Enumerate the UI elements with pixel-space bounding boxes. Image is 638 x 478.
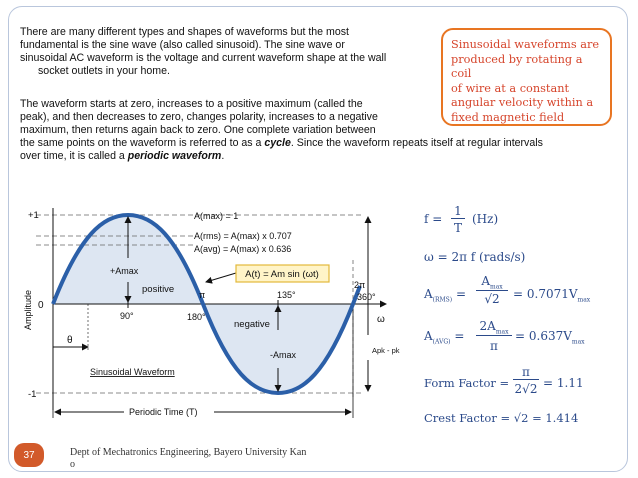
waveform-line-1: The waveform starts at zero, increases to a positive maximum (called the xyxy=(20,98,363,110)
waveform-line-4b: . Since the waveform repeats itself at regular intervals xyxy=(290,137,543,149)
aavg-equation: A(avg) = A(max) x 0.636 xyxy=(194,244,292,254)
callout-line-2: produced by rotating a coil xyxy=(451,52,583,80)
apk-label: Apk - pk xyxy=(372,346,400,355)
waveform-line-5a: over time, it is called a xyxy=(20,150,128,162)
waveform-line-5 xyxy=(20,150,543,163)
rms-lhs xyxy=(424,287,466,303)
avg-value xyxy=(515,329,585,345)
formula-box-text: A(t) = Am sin (ωt) xyxy=(245,269,319,280)
intro-line-1: There are many different types and shapes of waveforms but the most xyxy=(20,26,349,38)
rms-value xyxy=(513,287,590,303)
avg-den: π xyxy=(490,339,498,353)
waveform-line-4a: the same points on the waveform is referred to as a xyxy=(20,137,265,149)
plus-amax-label: +Amax xyxy=(110,266,139,276)
rms-num xyxy=(476,274,508,291)
deg180-label: 180° xyxy=(187,312,206,322)
omega-equation: ω = 2π f (rads/s) xyxy=(424,250,526,264)
arms-equation: A(rms) = A(max) x 0.707 xyxy=(194,231,292,241)
rms-sub: (RMS) xyxy=(432,296,453,304)
freq-num: 1 xyxy=(451,204,465,219)
intro-line-4: socket outlets in your home. xyxy=(38,65,170,77)
avg-sub: (AVG) xyxy=(432,338,451,346)
avg-num-sub: max xyxy=(495,328,509,336)
footer-line-1: Dept of Mechatronics Engineering, Bayero University Kan xyxy=(70,447,307,458)
avg-lhs xyxy=(424,329,464,345)
rms-num-a: A xyxy=(481,274,490,288)
amax-equation: A(max) = 1 xyxy=(194,211,239,221)
rms-value-text: = 0.7071V xyxy=(513,287,578,301)
sine-waveform-diagram xyxy=(14,200,420,430)
periodic-term: periodic waveform xyxy=(127,150,222,162)
callout-box xyxy=(441,28,612,126)
rms-equals: = xyxy=(452,287,466,301)
theta-label: θ xyxy=(67,335,73,346)
avg-value-text: = 0.637V xyxy=(515,329,572,343)
callout-line-1: Sinusoidal waveforms are xyxy=(451,38,600,51)
cycle-term: cycle xyxy=(264,137,291,149)
footer-line-2: o xyxy=(70,459,75,470)
pi-label: π xyxy=(199,290,206,300)
avg-equals: = xyxy=(450,329,465,343)
deg90-label: 90° xyxy=(120,311,134,321)
avg-a: A xyxy=(424,329,433,343)
avg-value-sub: max xyxy=(571,338,585,346)
deg360-label: 360° xyxy=(357,292,376,302)
intro-line-3: sinusoidal AC waveform is the voltage and current waveform shape at the wall xyxy=(20,52,387,64)
amplitude-label: Amplitude xyxy=(23,289,33,330)
formula-panel xyxy=(420,200,625,435)
form-factor-lhs: Form Factor = xyxy=(424,376,510,390)
two-pi-label: 2π xyxy=(354,280,366,290)
zero-label: 0 xyxy=(38,300,44,311)
form-factor-value: = 1.11 xyxy=(543,376,584,390)
waveform-line-4 xyxy=(20,137,543,150)
footer-department xyxy=(70,447,400,471)
minus-one-label: -1 xyxy=(28,389,37,400)
periodic-time-label: Periodic Time (T) xyxy=(129,407,198,417)
callout-line-5: fixed magnetic field xyxy=(451,110,565,124)
callout-line-3: of wire at a constant xyxy=(451,81,570,95)
freq-den: T xyxy=(453,221,462,235)
rms-a: A xyxy=(424,287,433,301)
rms-den: √2 xyxy=(484,292,500,306)
formula-box-arrow xyxy=(206,273,236,282)
avg-num-a: 2A xyxy=(479,319,496,333)
form-factor-den: 2√2 xyxy=(514,382,538,396)
deg135-label: 135° xyxy=(277,290,296,300)
omega-label: ω xyxy=(377,314,385,325)
waveform-line-2: peak), and then decreases to zero, changes polarity, increases to a negative xyxy=(20,111,378,123)
rms-num-sub: max xyxy=(490,283,503,291)
freq-unit: (Hz) xyxy=(472,212,499,226)
intro-paragraph xyxy=(20,26,386,78)
waveform-line-5b: . xyxy=(221,150,225,162)
freq-lhs: f = xyxy=(424,212,443,226)
waveform-line-3: maximum, then returns again back to zero. One complete variation between xyxy=(20,124,376,136)
form-factor-num: π xyxy=(513,365,539,380)
negative-label: negative xyxy=(234,319,270,330)
callout-line-4: angular velocity within a xyxy=(451,96,594,109)
minus-amax-label: -Amax xyxy=(270,350,297,360)
rms-value-sub: max xyxy=(577,296,591,304)
slide-number-badge: 37 xyxy=(14,443,44,467)
plus-one-label: +1 xyxy=(28,210,39,221)
crest-factor-equation: Crest Factor = √2 = 1.414 xyxy=(424,411,579,425)
positive-label: positive xyxy=(142,284,175,295)
intro-line-2: fundamental is the sine wave (also called sinusoid). The sine wave or xyxy=(20,39,345,51)
avg-num xyxy=(476,319,512,336)
sinusoidal-waveform-label: Sinusoidal Waveform xyxy=(90,367,175,377)
